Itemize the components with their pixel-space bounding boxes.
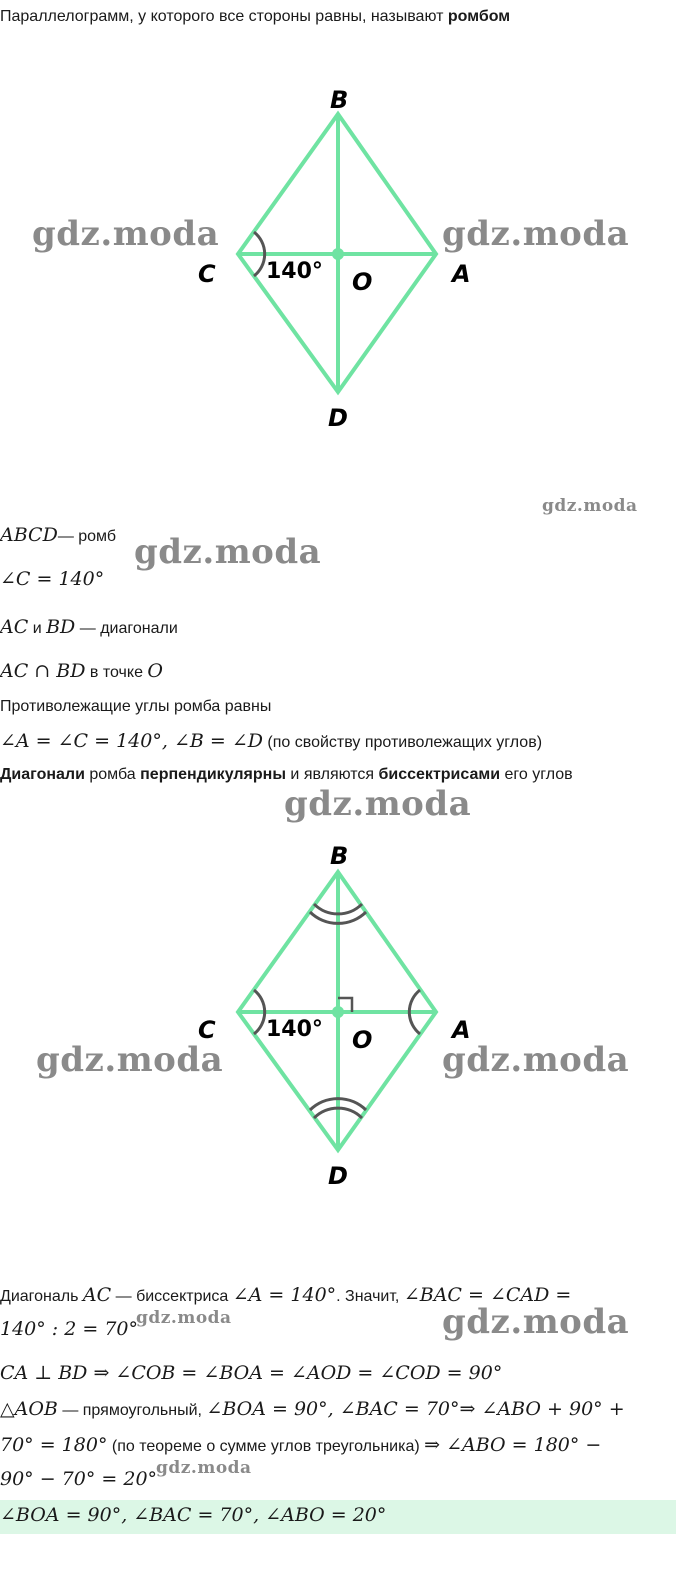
text-part: Диагональ <box>0 1288 83 1305</box>
perpendicular-line: CA ⊥ BD ⇒ ∠COB = ∠BOA = ∠AOD = ∠COD = 90° <box>0 1362 503 1384</box>
watermark: gdz.moda <box>36 1040 224 1080</box>
math-intersection: AC ∩ BD <box>0 660 86 682</box>
watermark: gdz.moda <box>156 1458 252 1478</box>
math-sum: 70° = 180° <box>0 1434 108 1456</box>
math-abo: ⇒ ∠ABO = 180° − <box>424 1434 602 1456</box>
diagonals-property <box>0 766 573 784</box>
watermark: gdz.moda <box>32 214 220 254</box>
math-triangle: △AOB <box>0 1398 58 1420</box>
given-line-4 <box>0 660 163 682</box>
math-angle-a: ∠A = 140° <box>232 1284 337 1306</box>
math-bd: BD <box>46 616 76 638</box>
rhombus-diagram-2 <box>0 826 680 1196</box>
intro-text: Параллелограмм, у которого все стороны равны, называют <box>0 8 448 25</box>
label-d: D <box>328 1162 348 1190</box>
text-part: — прямоугольный, <box>57 1402 207 1419</box>
math-angles: ∠BOA = 90°, ∠BAC = 70°⇒ ∠ABO + 90° + <box>206 1398 625 1420</box>
term-diagonals: Диагонали <box>0 766 85 783</box>
math-ac: AC <box>0 616 29 638</box>
text-at-point: в точке <box>85 664 148 681</box>
text-part: его углов <box>500 766 573 783</box>
math-o: O <box>147 660 163 682</box>
term-perpendicular: перпендикулярны <box>140 766 286 783</box>
given-line-3 <box>0 616 178 638</box>
watermark: gdz.moda <box>442 214 630 254</box>
label-o: O <box>352 1026 373 1054</box>
text-part: ромба <box>84 766 141 783</box>
answer-text: ∠BOA = 90°, ∠BAC = 70°, ∠ABO = 20° <box>0 1504 387 1526</box>
label-c: C <box>198 260 216 288</box>
triangle-line-2 <box>0 1434 601 1456</box>
given-line-2: ∠C = 140° <box>0 568 105 590</box>
label-b: B <box>330 86 349 114</box>
text-part: (по теореме о сумме углов треугольника) <box>107 1438 425 1455</box>
text-part: и являются <box>285 766 379 783</box>
opposite-angles-line <box>0 730 542 752</box>
angle-label: 140° <box>266 259 323 284</box>
watermark: gdz.moda <box>442 1302 630 1342</box>
opposite-angles-text: Противолежащие углы ромба равны <box>0 698 272 715</box>
triangle-line-3: 90° − 70° = 20° <box>0 1468 158 1490</box>
given-text: — ромб <box>57 528 117 545</box>
math-ac: AC <box>82 1284 112 1306</box>
label-a: A <box>452 260 471 288</box>
given-line-1 <box>0 524 116 546</box>
watermark: gdz.moda <box>442 1040 630 1080</box>
text-part: — биссектриса <box>111 1288 233 1305</box>
math-opposite: ∠A = ∠C = 140°, ∠B = ∠D <box>0 730 263 752</box>
intro-term: ромбом <box>447 8 511 25</box>
rhombus-diagram-1 <box>0 70 680 440</box>
text-diagonals: — диагонали <box>75 620 178 637</box>
intro-paragraph <box>0 8 510 26</box>
intersection-point <box>332 248 344 260</box>
math-bac-cad: ∠BAC = ∠CAD = <box>403 1284 572 1306</box>
label-d: D <box>328 404 348 432</box>
watermark: gdz.moda <box>136 1308 232 1328</box>
label-c: C <box>198 1016 216 1044</box>
watermark: gdz.moda <box>134 532 322 572</box>
watermark: gdz.moda <box>542 496 638 516</box>
watermark: gdz.moda <box>284 784 472 824</box>
label-a: A <box>452 1016 471 1044</box>
math-abcd: ABCD <box>0 524 58 546</box>
term-bisectors: биссектрисами <box>378 766 501 783</box>
angle-label: 140° <box>266 1017 323 1042</box>
text-part: . Значит, <box>336 1288 404 1305</box>
intersection-point <box>332 1006 344 1018</box>
bisector-line-2: 140° : 2 = 70° <box>0 1318 139 1340</box>
text-and: и <box>28 620 47 637</box>
label-b: B <box>330 842 349 870</box>
label-o: O <box>352 268 373 296</box>
triangle-line-1 <box>0 1398 625 1420</box>
text-opposite-reason: (по свойству противолежащих углов) <box>262 734 543 751</box>
